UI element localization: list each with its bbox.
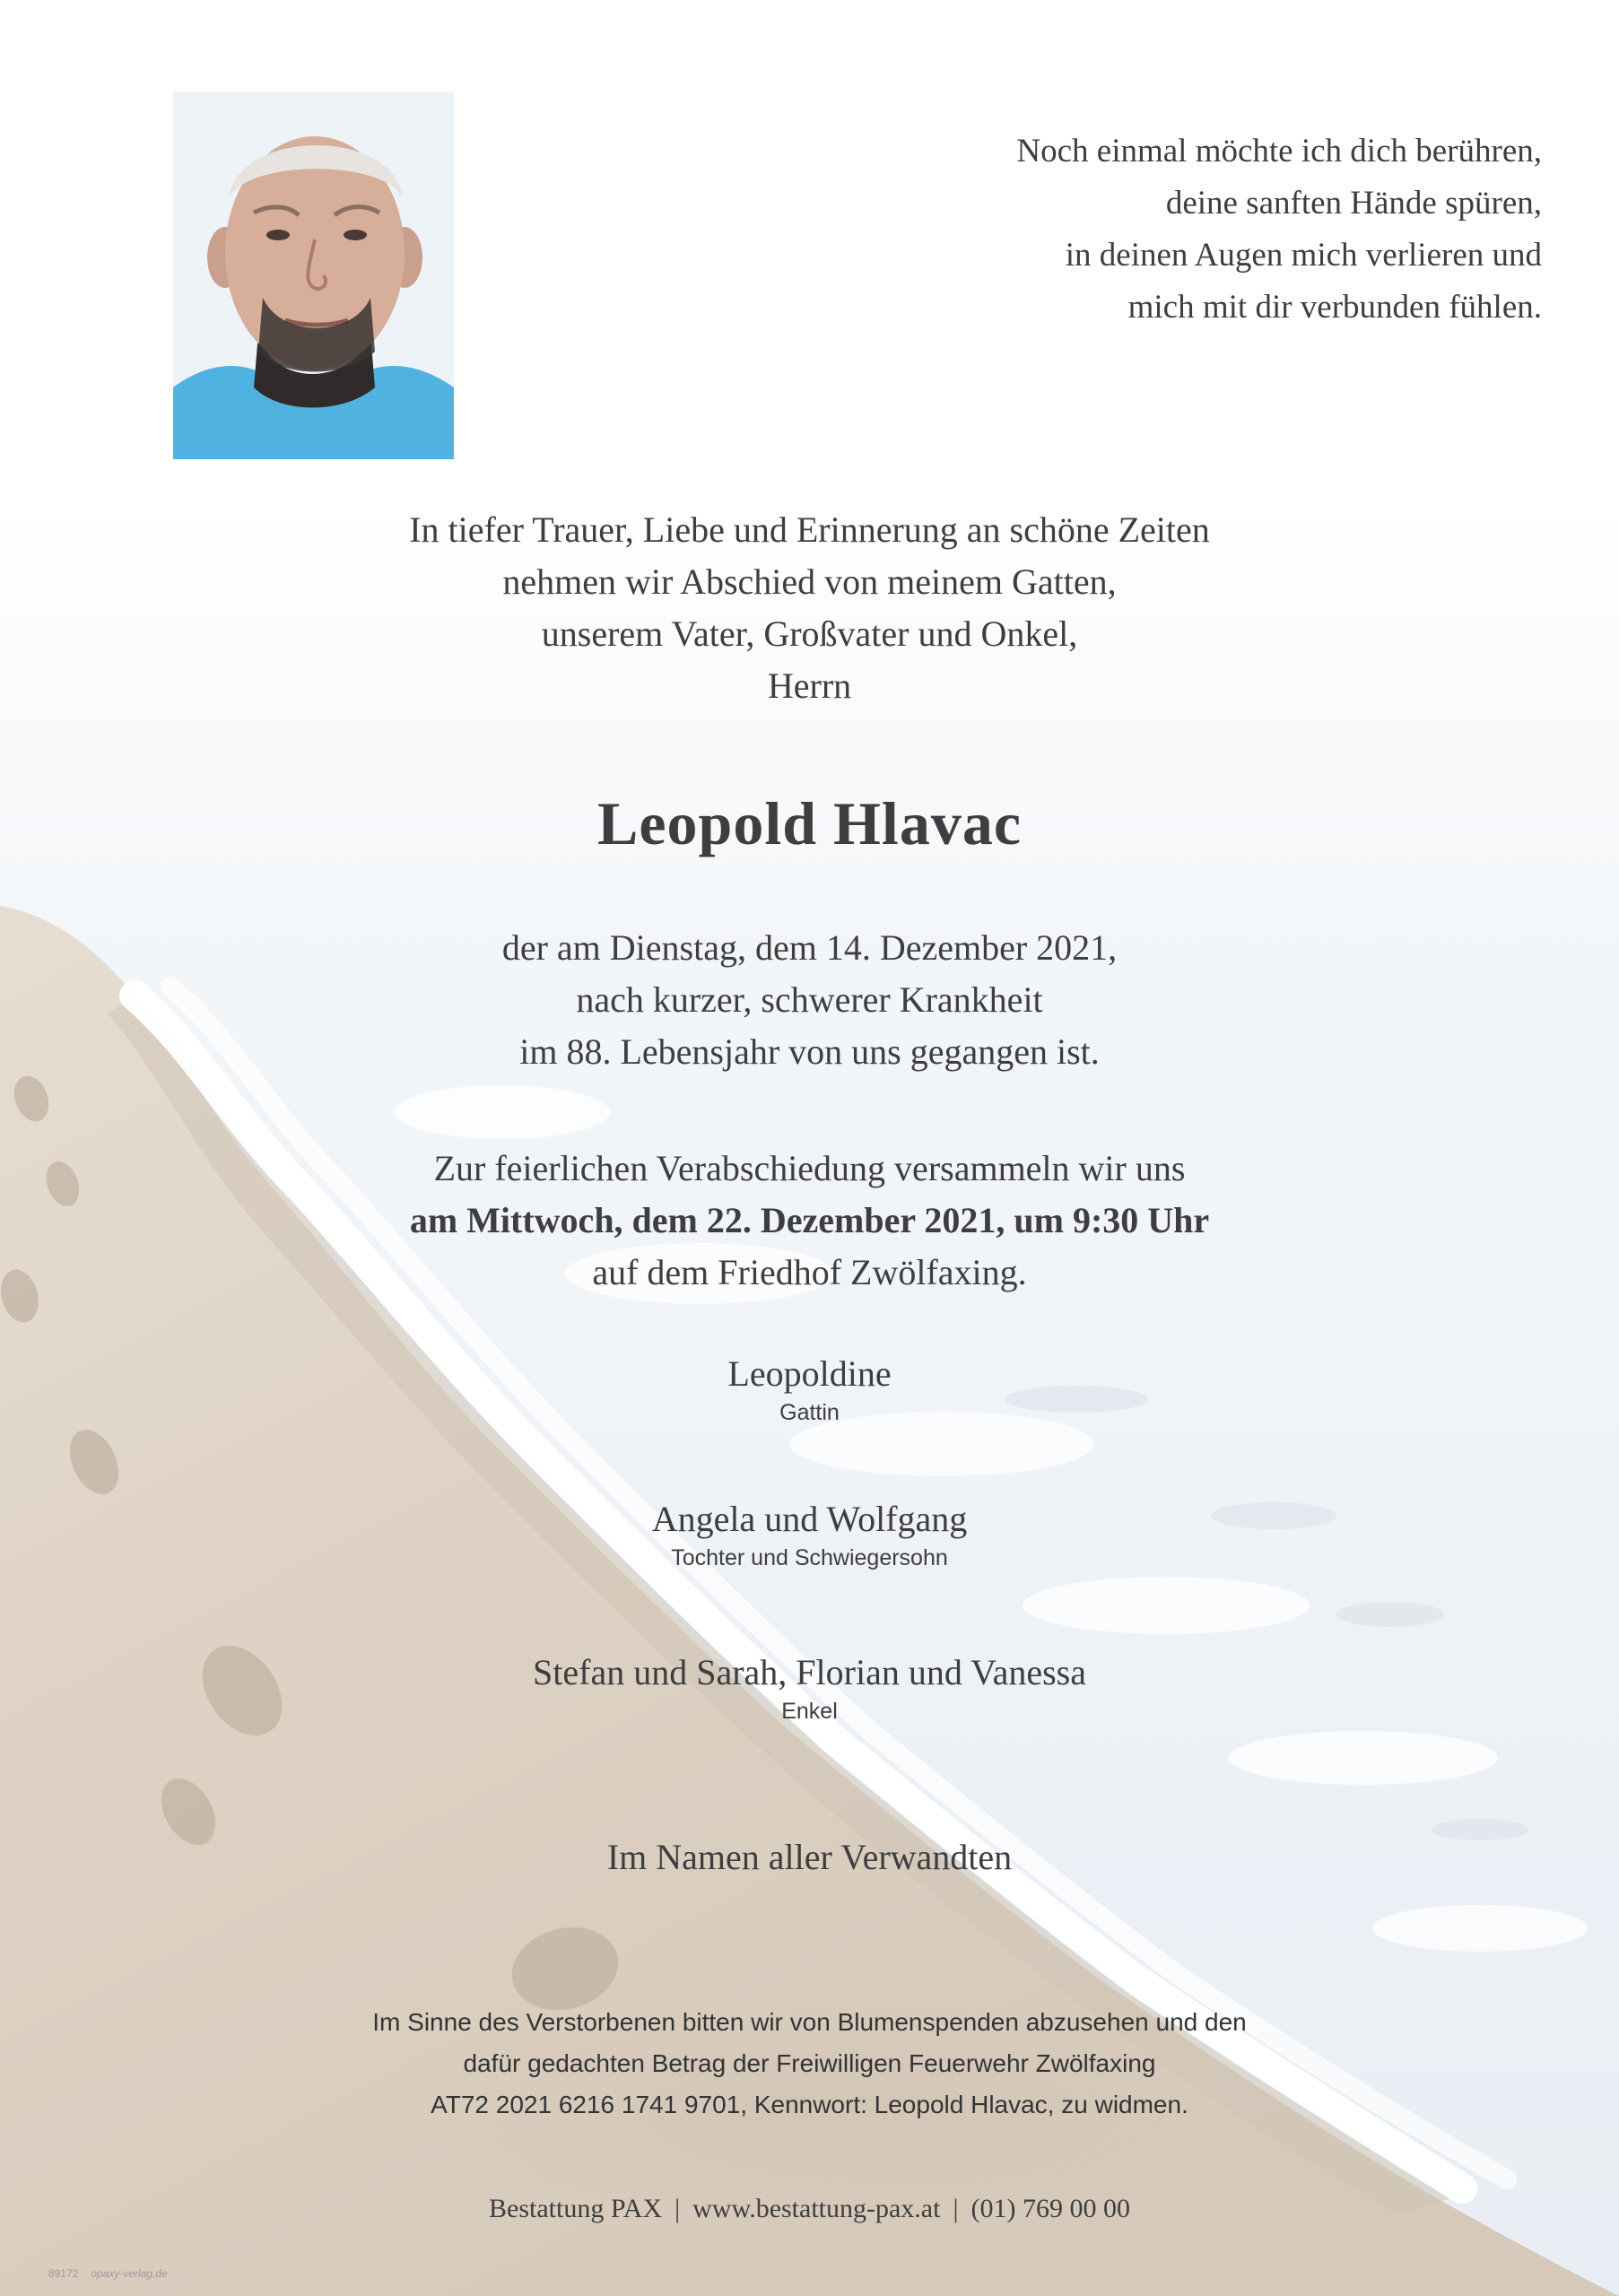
closing-line: Im Namen aller Verwandten [606, 1837, 1013, 1877]
details-line: im 88. Lebensjahr von uns gegangen ist. [519, 1031, 1100, 1072]
ceremony-date-line: am Mittwoch, dem 22. Dezember 2021, um 9:30 Uhr [409, 1200, 1210, 1240]
deceased-name: Leopold Hlavac [596, 789, 1023, 857]
poem-verse [735, 126, 1542, 334]
footer-separator: | [675, 2194, 681, 2223]
announcement-intro [0, 504, 1619, 712]
details-line: nach kurzer, schwerer Krankheit [576, 979, 1043, 1020]
funeral-home-name: Bestattung PAX [489, 2194, 663, 2223]
intro-line: nehmen wir Abschied von meinem Gatten, [502, 561, 1117, 602]
footer-separator: | [953, 2194, 959, 2223]
donation-line: Im Sinne des Verstorbenen bitten wir von Blumenspenden abzusehen und den [372, 2008, 1247, 2036]
poem-line: Noch einmal möchte ich dich berühren, [1016, 133, 1542, 170]
poem-line: deine sanften Hände spüren, [1165, 185, 1542, 222]
intro-line: unserem Vater, Großvater und Onkel, [541, 613, 1078, 654]
print-mark [48, 2267, 168, 2280]
donation-request [0, 2002, 1619, 2126]
mourner-entry [0, 1352, 1619, 1429]
mourner-relation: Gattin [779, 1400, 840, 1425]
mourner-name: Leopoldine [727, 1353, 892, 1394]
mourner-name: Angela und Wolfgang [651, 1499, 968, 1539]
funeral-home-website: www.bestattung-pax.at [692, 2194, 941, 2223]
ceremony-intro-line: Zur feierlichen Verabschiedung versammeln wir uns [433, 1148, 1186, 1188]
donation-line: AT72 2021 6216 1741 9701, Kennwort: Leopold Hlavac, zu widmen. [431, 2091, 1188, 2118]
funeral-home-phone: (01) 769 00 00 [971, 2194, 1130, 2223]
ceremony-info [0, 1143, 1619, 1299]
portrait-photo [173, 91, 454, 459]
intro-line: Herrn [767, 665, 852, 706]
details-line: der am Dienstag, dem 14. Dezember 2021, [501, 927, 1118, 968]
print-code: 89172 [48, 2267, 79, 2280]
mourner-relation: Enkel [781, 1699, 838, 1724]
poem-line: in deinen Augen mich verlieren und [1065, 237, 1542, 274]
mourner-entry [0, 1497, 1619, 1574]
mourner-name: Stefan und Sarah, Florian und Vanessa [533, 1652, 1086, 1692]
death-details [0, 922, 1619, 1078]
mourner-relation: Tochter und Schwiegersohn [671, 1545, 948, 1570]
intro-line: In tiefer Trauer, Liebe und Erinnerung an schöne Zeiten [409, 509, 1210, 550]
poem-line: mich mit dir verbunden fühlen. [1127, 289, 1542, 326]
publisher-mark: opaxy-verlag.de [91, 2267, 168, 2280]
funeral-home-footer [0, 2189, 1619, 2229]
donation-line: dafür gedachten Betrag der Freiwilligen Feuerwehr Zwölfaxing [463, 2049, 1156, 2077]
ceremony-location-line: auf dem Friedhof Zwölfaxing. [592, 1252, 1027, 1292]
mourner-entry [0, 1650, 1619, 1727]
